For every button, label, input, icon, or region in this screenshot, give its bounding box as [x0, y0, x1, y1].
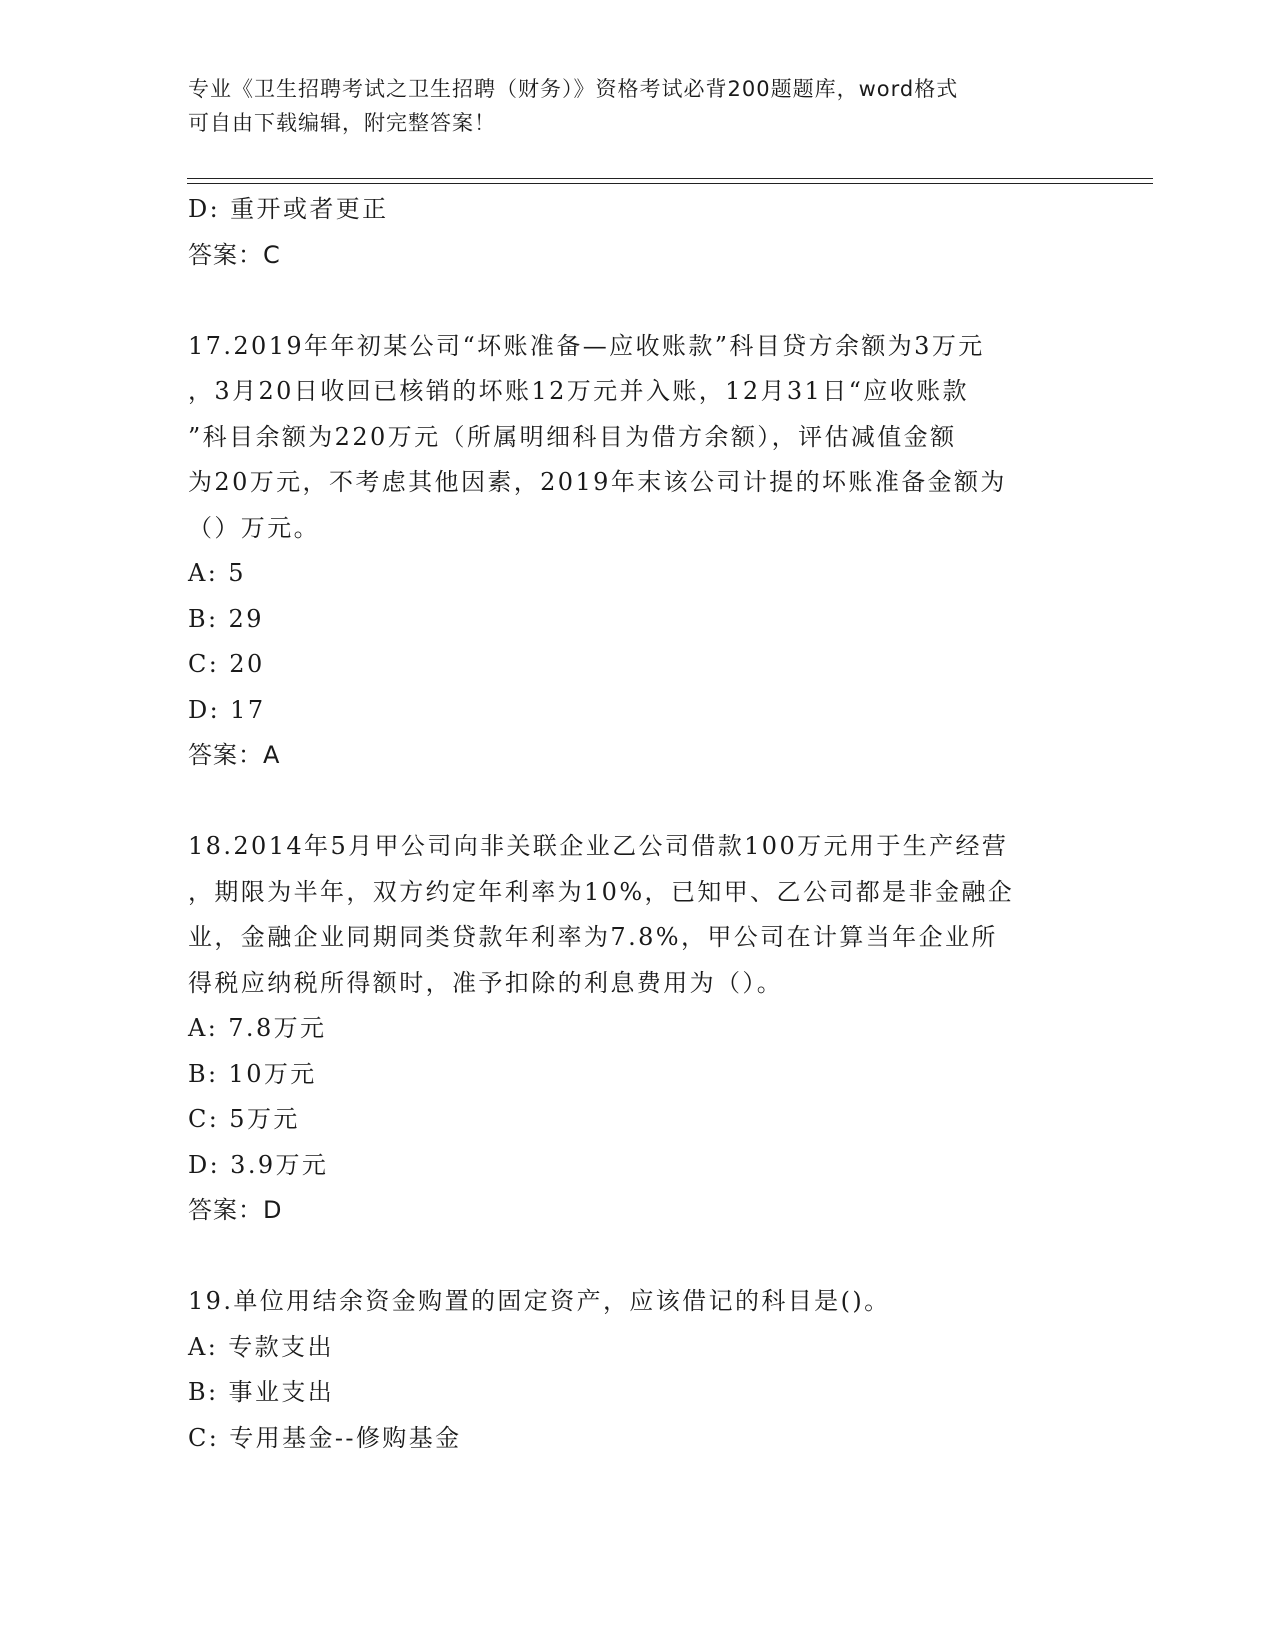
header-divider: [187, 178, 1153, 184]
question-stem-line: 17.2019年年初某公司“坏账准备—应收账款”科目贷方余额为3万元: [188, 331, 985, 360]
question-stem-line: ”科目余额为220万元（所属明细科目为借方余额），评估减值金额: [188, 422, 957, 451]
option-d: D: 17: [188, 695, 266, 724]
option-b: B: 29: [188, 604, 264, 633]
question-stem-line: 为20万元，不考虑其他因素，2019年末该公司计提的坏账准备金额为: [188, 468, 1007, 496]
question-stem-line: 19.单位用结余资金购置的固定资产，应该借记的科目是()。: [188, 1287, 891, 1315]
answer: 答案：D: [188, 1196, 283, 1224]
option-c: C: 20: [188, 650, 265, 678]
question-stem-line: ，3月20日收回已核销的坏账12万元并入账，12月31日“应收账款: [188, 377, 969, 405]
option-c: C: 专用基金--修购基金: [188, 1423, 462, 1452]
answer: 答案：A: [188, 741, 281, 769]
spacer: [188, 1234, 1088, 1280]
prev-option-d: D: 重开或者更正: [188, 195, 389, 223]
question-19: [188, 1279, 1088, 1461]
question-18: [188, 824, 1088, 1234]
option-c: C: 5万元: [188, 1105, 300, 1133]
spacer: [188, 779, 1088, 825]
question-stem-line: （）万元。: [188, 513, 320, 542]
question-stem-line: 18.2014年5月甲公司向非关联企业乙公司借款100万元用于生产经营: [188, 832, 1009, 860]
option-b: B: 10万元: [188, 1059, 317, 1088]
question-stem-line: 得税应纳税所得额时，准予扣除的利息费用为（）。: [188, 968, 784, 997]
header-line-1: 专业《卫生招聘考试之卫生招聘（财务）》资格考试必背200题题库，word格式: [188, 77, 959, 101]
spacer: [188, 278, 1088, 324]
prev-answer: 答案：C: [188, 240, 281, 269]
question-17: [188, 324, 1088, 779]
option-a: A: 专款支出: [188, 1332, 334, 1361]
option-b: B: 事业支出: [188, 1378, 335, 1406]
page-header: [188, 72, 1068, 140]
question-stem-line: 业，金融企业同期同类贷款年利率为7.8%，甲公司在计算当年企业所: [188, 923, 998, 951]
option-d: D: 3.9万元: [188, 1150, 329, 1179]
question-stem-line: ，期限为半年，双方约定年利率为10%，已知甲、乙公司都是非金融企: [188, 877, 1015, 906]
header-line-2: 可自由下载编辑，附完整答案！: [188, 111, 496, 135]
option-a: A: 5: [188, 559, 246, 587]
question-content: [188, 187, 1088, 1461]
option-a: A: 7.8万元: [188, 1014, 327, 1042]
